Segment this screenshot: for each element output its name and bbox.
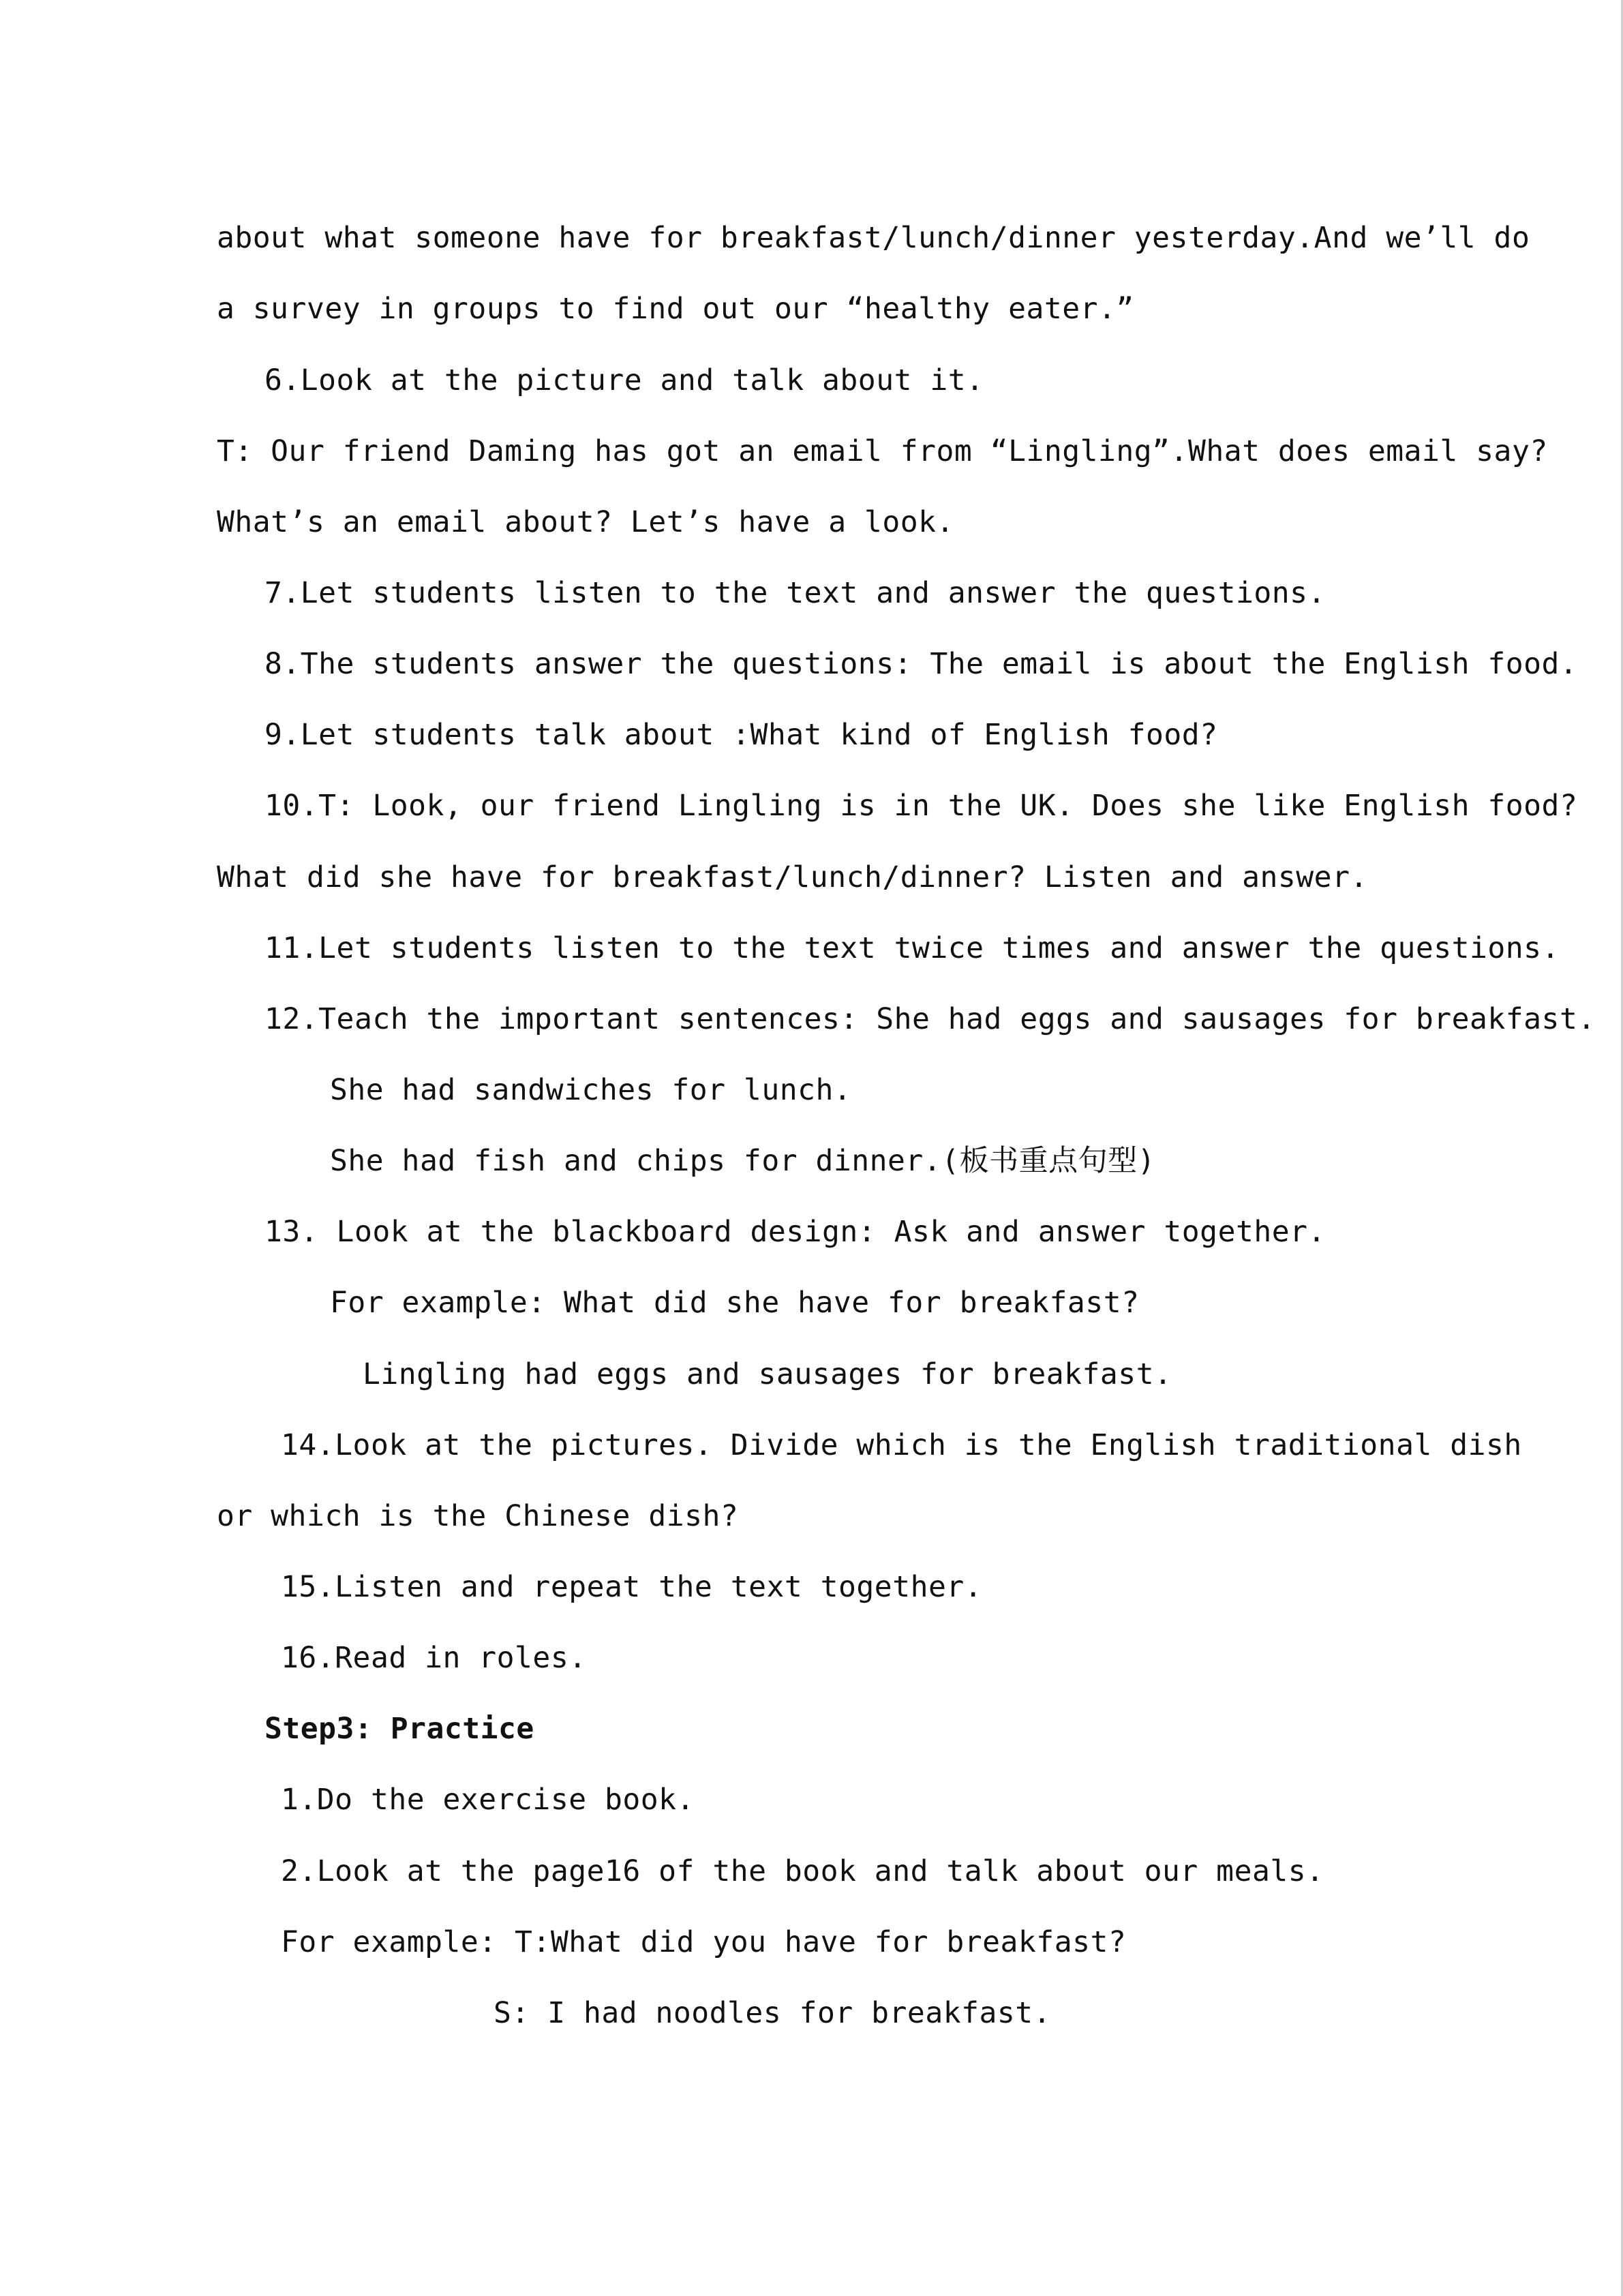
text-line-12: 12.Teach the important sentences: She had eggs and sausages for breakfast. <box>264 1002 1596 1036</box>
text-line-23: 1.Do the exercise book. <box>281 1783 695 1817</box>
text-line-18: 14.Look at the pictures. Divide which is the English traditional dish <box>281 1428 1522 1462</box>
text-line-1: about what someone have for breakfast/lunch/dinner yesterday.And we’ll do <box>217 221 1530 255</box>
text-line-20: 15.Listen and repeat the text together. <box>281 1570 983 1604</box>
text-line-9: 10.T: Look, our friend Lingling is in the UK. Does she like English food? <box>264 789 1578 823</box>
text-line-25: For example: T:What did you have for breakfast? <box>281 1925 1127 1959</box>
text-line-15: 13. Look at the blackboard design: Ask and answer together. <box>264 1215 1326 1249</box>
section-heading-step3: Step3: Practice <box>264 1712 534 1746</box>
text-line-14: She had fish and chips for dinner.(板书重点句型) <box>330 1144 1155 1178</box>
text-line-11: 11.Let students listen to the text twice times and answer the questions. <box>264 931 1560 965</box>
text-line-8: 9.Let students talk about :What kind of English food? <box>264 718 1218 752</box>
text-line-3: 6.Look at the picture and talk about it. <box>264 363 984 397</box>
text-line-16: For example: What did she have for breakfast? <box>330 1286 1140 1320</box>
text-line-13: She had sandwiches for lunch. <box>330 1073 852 1107</box>
text-line-4: T: Our friend Daming has got an email from “Lingling”.What does email say? <box>217 434 1548 468</box>
text-line-5: What’s an email about? Let’s have a look. <box>217 505 954 539</box>
text-line-21: 16.Read in roles. <box>281 1641 587 1675</box>
text-line-6: 7.Let students listen to the text and answer the questions. <box>264 576 1326 610</box>
text-line-19: or which is the Chinese dish? <box>217 1499 739 1533</box>
text-line-26: S: I had noodles for breakfast. <box>494 1996 1052 2030</box>
text-line-2: a survey in groups to find out our “healthy eater.” <box>217 292 1134 326</box>
text-line-7: 8.The students answer the questions: The email is about the English food. <box>264 647 1578 681</box>
text-line-24: 2.Look at the page16 of the book and talk about our meals. <box>281 1854 1324 1888</box>
text-line-17: Lingling had eggs and sausages for breakfast. <box>363 1357 1172 1391</box>
text-line-10: What did she have for breakfast/lunch/dinner? Listen and answer. <box>217 860 1368 894</box>
